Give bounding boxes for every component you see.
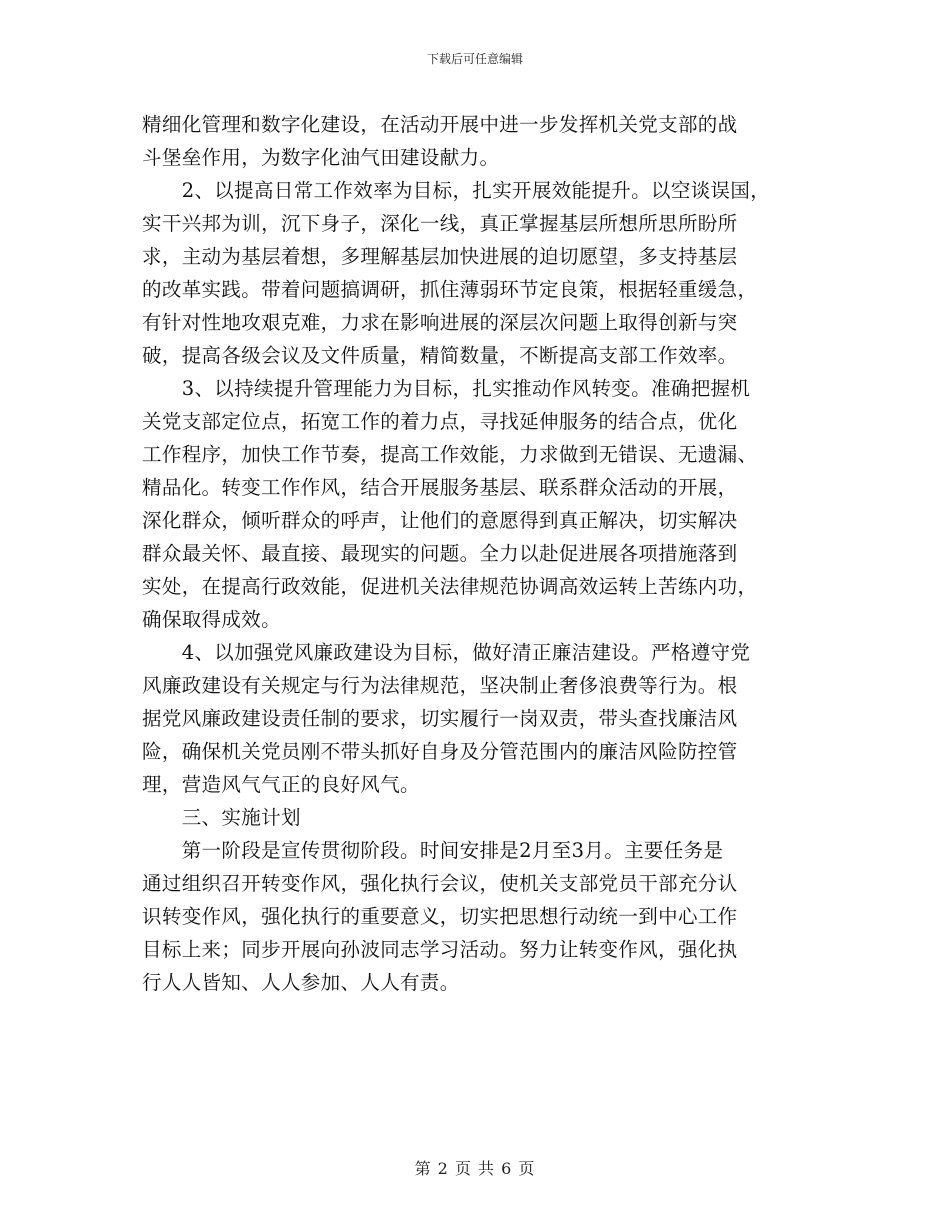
text-line: 精品化。转变工作作风，结合开展服务基层、联系群众活动的开展， [142, 476, 738, 499]
text-line: 4、以加强党风廉政建设为目标，做好清正廉洁建设。严格遵守党 [142, 641, 751, 664]
page-header: 下载后可任意编辑 [426, 52, 523, 66]
text-line: 深化群众，倾听群众的呼声，让他们的意愿得到真正解决，切实解决 [142, 509, 738, 532]
text-line: 群众最关怀、最直接、最现实的问题。全力以赴促进展各项措施落到 [142, 542, 738, 565]
text-line: 2、以提高日常工作效率为目标，扎实开展效能提升。以空谈误国， [142, 179, 771, 202]
text-line: 关党支部定位点，拓宽工作的着力点，寻找延伸服务的结合点，优化 [142, 410, 738, 433]
page-number-footer: 第 2 页 共 6 页 [414, 1159, 536, 1178]
text-line: 破，提高各级会议及文件质量，精简数量，不断提高支部工作效率。 [142, 344, 738, 367]
text-line: 实干兴邦为训，沉下身子，深化一线，真正掌握基层所想所思所盼所 [142, 212, 738, 235]
text-line: 实处，在提高行政效能，促进机关法律规范协调高效运转上苦练内功， [142, 575, 758, 598]
section-heading: 三、实施计划 [142, 806, 301, 829]
text-line: 斗堡垒作用，为数字化油气田建设献力。 [142, 146, 500, 169]
text-line: 确保取得成效。 [142, 608, 281, 631]
text-line: 风廉政建设有关规定与行为法律规范，坚决制止奢侈浪费等行为。根 [142, 674, 738, 697]
text-line: 通过组织召开转变作风，强化执行会议，使机关支部党员干部充分认 [142, 872, 738, 895]
text-line: 险，确保机关党员刚不带头抓好自身及分管范围内的廉洁风险防控管 [142, 740, 738, 763]
text-line: 求，主动为基层着想，多理解基层加快进展的迫切愿望，多支持基层 [142, 245, 738, 268]
text-line: 行人人皆知、人人参加、人人有责。 [142, 971, 460, 994]
text-line: 识转变作风，强化执行的重要意义，切实把思想行动统一到中心工作 [142, 905, 738, 928]
text-line: 目标上来；同步开展向孙波同志学习活动。努力让转变作风，强化执 [142, 938, 738, 961]
text-line: 3、以持续提升管理能力为目标，扎实推动作风转变。准确把握机 [142, 377, 751, 400]
text-line: 工作程序，加快工作节奏，提高工作效能，力求做到无错误、无遗漏、 [142, 443, 758, 466]
text-line: 理，营造风气气正的良好风气。 [142, 773, 420, 796]
text-line: 据党风廉政建设责任制的要求，切实履行一岗双责，带头查找廉洁风 [142, 707, 738, 730]
text-line: 精细化管理和数字化建设，在活动开展中进一步发挥机关党支部的战 [142, 113, 738, 136]
document-body [142, 108, 842, 999]
text-line: 的改革实践。带着问题搞调研，抓住薄弱环节定良策，根据轻重缓急， [142, 278, 758, 301]
text-line: 第一阶段是宣传贯彻阶段。时间安排是2月至3月。主要任务是 [142, 839, 724, 862]
text-line: 有针对性地攻艰克难，力求在影响进展的深层次问题上取得创新与突 [142, 311, 738, 334]
